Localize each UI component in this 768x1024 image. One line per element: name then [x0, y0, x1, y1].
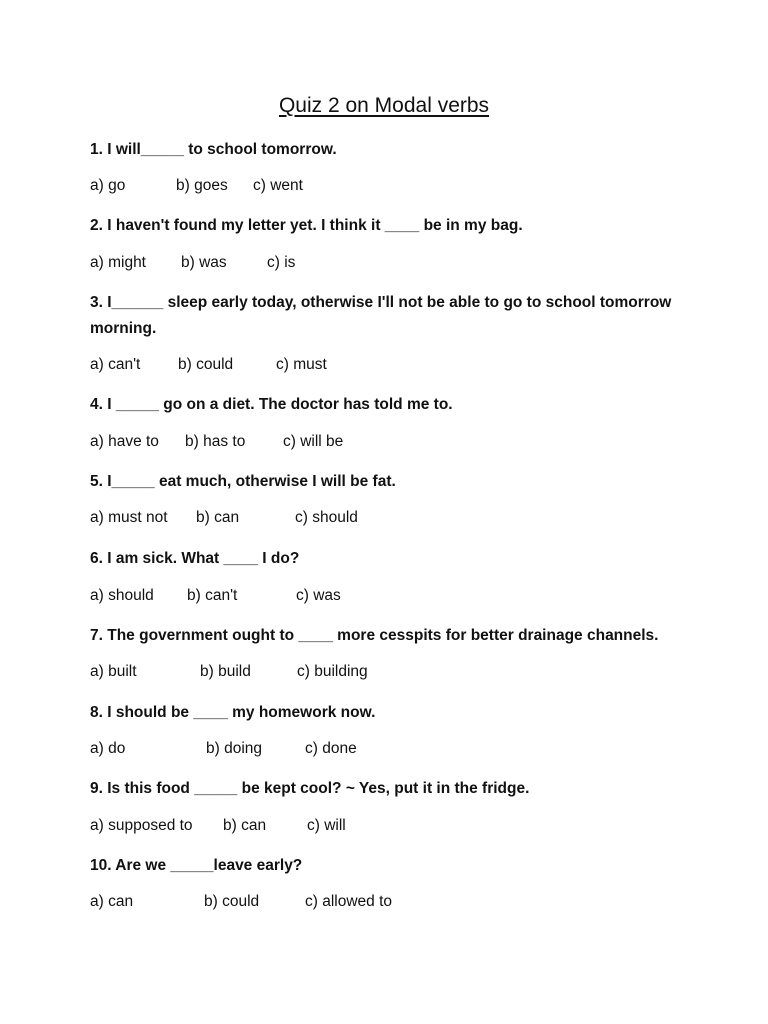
options-4 [90, 433, 690, 455]
option-b: b) goes [176, 177, 228, 194]
option-a: a) should [90, 587, 154, 604]
option-a: a) have to [90, 433, 159, 450]
option-c: c) is [267, 254, 296, 271]
option-b: b) could [178, 356, 234, 373]
question-4: 4. I _____ go on a diet. The doctor has told me to. [90, 396, 453, 413]
option-b: b) can [196, 509, 240, 526]
options-3 [90, 356, 690, 378]
option-a: a) can't [90, 356, 141, 373]
option-a: a) can [90, 893, 134, 910]
options-2 [90, 254, 690, 276]
options-7 [90, 663, 690, 685]
option-b: b) has to [185, 433, 246, 450]
options-1 [90, 177, 690, 199]
option-c: c) allowed to [305, 893, 393, 910]
option-b: b) build [200, 663, 251, 680]
option-a: a) might [90, 254, 146, 271]
options-6 [90, 587, 690, 609]
options-10 [90, 893, 690, 915]
option-a: a) do [90, 740, 126, 757]
option-a: a) built [90, 663, 137, 680]
option-c: c) will be [283, 433, 344, 450]
question-10: 10. Are we _____leave early? [90, 857, 303, 874]
options-5 [90, 509, 690, 531]
option-b: b) can't [187, 587, 238, 604]
question-8: 8. I should be ____ my homework now. [90, 704, 376, 721]
option-c: c) must [276, 356, 327, 373]
option-c: c) was [296, 587, 341, 604]
option-c: c) building [297, 663, 368, 680]
option-a: a) go [90, 177, 126, 194]
option-b: b) was [181, 254, 227, 271]
option-a: a) must not [90, 509, 168, 526]
page-title: Quiz 2 on Modal verbs [278, 94, 490, 117]
option-b: b) can [223, 817, 267, 834]
options-8 [90, 740, 690, 762]
question-9: 9. Is this food _____ be kept cool? ~ Yes, put it in the fridge. [90, 780, 530, 797]
option-c: c) went [253, 177, 303, 194]
question-1: 1. I will_____ to school tomorrow. [90, 141, 337, 158]
option-b: b) could [204, 893, 260, 910]
question-3: 3. I______ sleep early today, otherwise I'll not be able to go to school tomorrow morning. [90, 294, 672, 337]
question-2: 2. I haven't found my letter yet. I think it ____ be in my bag. [90, 217, 523, 234]
question-6: 6. I am sick. What ____ I do? [90, 550, 300, 567]
option-c: c) will [307, 817, 346, 834]
question-5: 5. I_____ eat much, otherwise I will be fat. [90, 473, 396, 490]
question-7: 7. The government ought to ____ more cesspits for better drainage channels. [90, 627, 659, 644]
option-c: c) should [295, 509, 358, 526]
option-c: c) done [305, 740, 357, 757]
option-a: a) supposed to [90, 817, 193, 834]
option-b: b) doing [206, 740, 263, 757]
options-9 [90, 817, 690, 839]
